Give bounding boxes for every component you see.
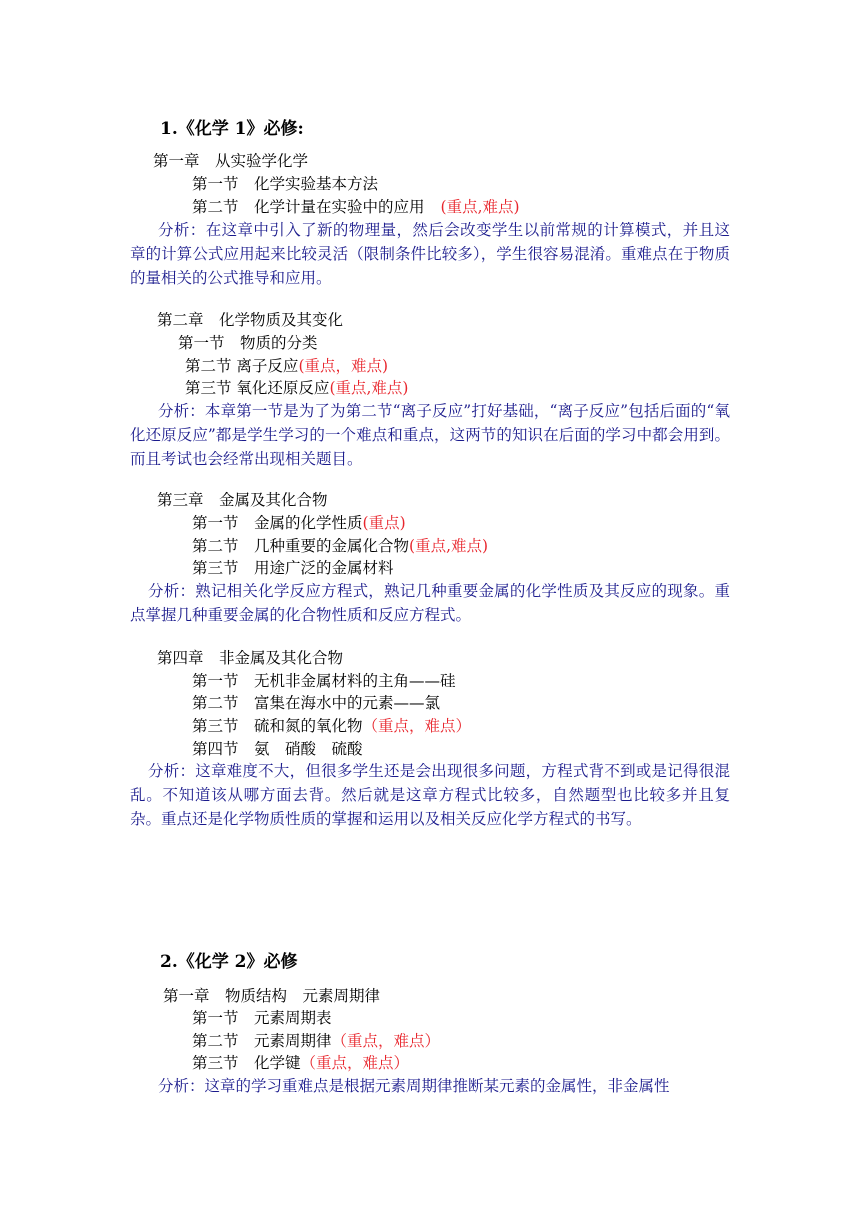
item-label: 第四节 氨 硝酸 硫酸 <box>192 740 363 758</box>
section-title: 1.《化学 1》必修: <box>160 119 304 139</box>
item-label: 第三节 硫和氮的氧化物 <box>192 717 363 735</box>
section-item <box>192 1029 440 1053</box>
section-item <box>192 714 471 738</box>
chapter-title: 第二章 化学物质及其变化 <box>157 311 344 329</box>
analysis-paragraph: 分析：这章难度不大，但很多学生还是会出现很多问题，方程式背不到或是记得很混乱。不知道该从哪方面去背。然后就是这章方程式比较多，自然题型也比较多并且复杂。重点还是化学物质性质的掌握和运用以及相关反应化学方程式的书写。 <box>130 762 730 828</box>
item-label: 第二节 离子反应 <box>185 357 299 375</box>
item-label: 第二节 富集在海水中的元素——氯 <box>192 694 441 712</box>
section-item <box>192 691 440 715</box>
key-point-note: (重点,难点) <box>440 198 520 216</box>
chapter-title: 第三章 金属及其化合物 <box>157 491 328 509</box>
key-point-note: (重点,难点) <box>329 379 409 397</box>
item-label: 第三节 氧化还原反应 <box>185 379 330 397</box>
section-item <box>192 195 520 219</box>
section-item <box>192 172 378 196</box>
item-label: 第三节 化学键 <box>192 1054 301 1072</box>
item-label: 第二节 几种重要的金属化合物 <box>192 537 410 555</box>
item-label: 第二节 元素周期律 <box>192 1032 332 1050</box>
section-item <box>178 331 318 355</box>
item-label: 第一节 元素周期表 <box>192 1009 332 1027</box>
chapter-title: 第四章 非金属及其化合物 <box>157 649 344 667</box>
key-point-note: (重点) <box>362 514 406 532</box>
section-item <box>192 534 488 558</box>
item-label: 第三节 用途广泛的金属材料 <box>192 559 394 577</box>
section-item <box>192 1006 332 1030</box>
key-point-note: (重点,难点) <box>409 537 489 555</box>
analysis-paragraph: 分析：在这章中引入了新的物理量，然后会改变学生以前常规的计算模式，并且这章的计算公式应用起来比较灵活（限制条件比较多），学生很容易混淆。重难点在于物质的量相关的公式推导和应用。 <box>130 221 730 287</box>
chapter-title: 第一章 从实验学化学 <box>153 152 309 170</box>
section-item <box>192 556 394 580</box>
analysis-paragraph: 分析：本章第一节是为了为第二节“离子反应”打好基础，“离子反应”包括后面的“氧化还原反应”都是学生学习的一个难点和重点，这两节的知识在后面的学习中都会用到。而且考试也会经常出现相关题目。 <box>130 402 730 468</box>
key-point-note: (重点，难点) <box>298 357 389 375</box>
section-title: 2.《化学 2》必修 <box>160 952 298 972</box>
section-item <box>192 737 363 761</box>
item-label: 第一节 物质的分类 <box>178 334 318 352</box>
item-label: 第一节 金属的化学性质 <box>192 514 363 532</box>
section-item <box>185 376 408 400</box>
key-point-note: （重点，难点） <box>331 1032 441 1050</box>
section-item <box>192 669 456 693</box>
section-item <box>185 354 388 378</box>
item-label: 第一节 无机非金属材料的主角——硅 <box>192 672 456 690</box>
key-point-note: （重点，难点） <box>362 717 472 735</box>
item-label: 第一节 化学实验基本方法 <box>192 175 379 193</box>
key-point-note: （重点，难点） <box>300 1054 410 1072</box>
item-label: 第二节 化学计量在实验中的应用 <box>192 198 425 216</box>
analysis-paragraph: 分析：这章的学习重难点是根据元素周期律推断某元素的金属性，非金属性 <box>158 1077 670 1095</box>
chapter-title: 第一章 物质结构 元素周期律 <box>163 987 381 1005</box>
analysis-paragraph: 分析：熟记相关化学反应方程式，熟记几种重要金属的化学性质及其反应的现象。重点掌握几种重要金属的化合物性质和反应方程式。 <box>130 582 730 624</box>
section-item <box>192 511 406 535</box>
section-item <box>192 1051 409 1075</box>
